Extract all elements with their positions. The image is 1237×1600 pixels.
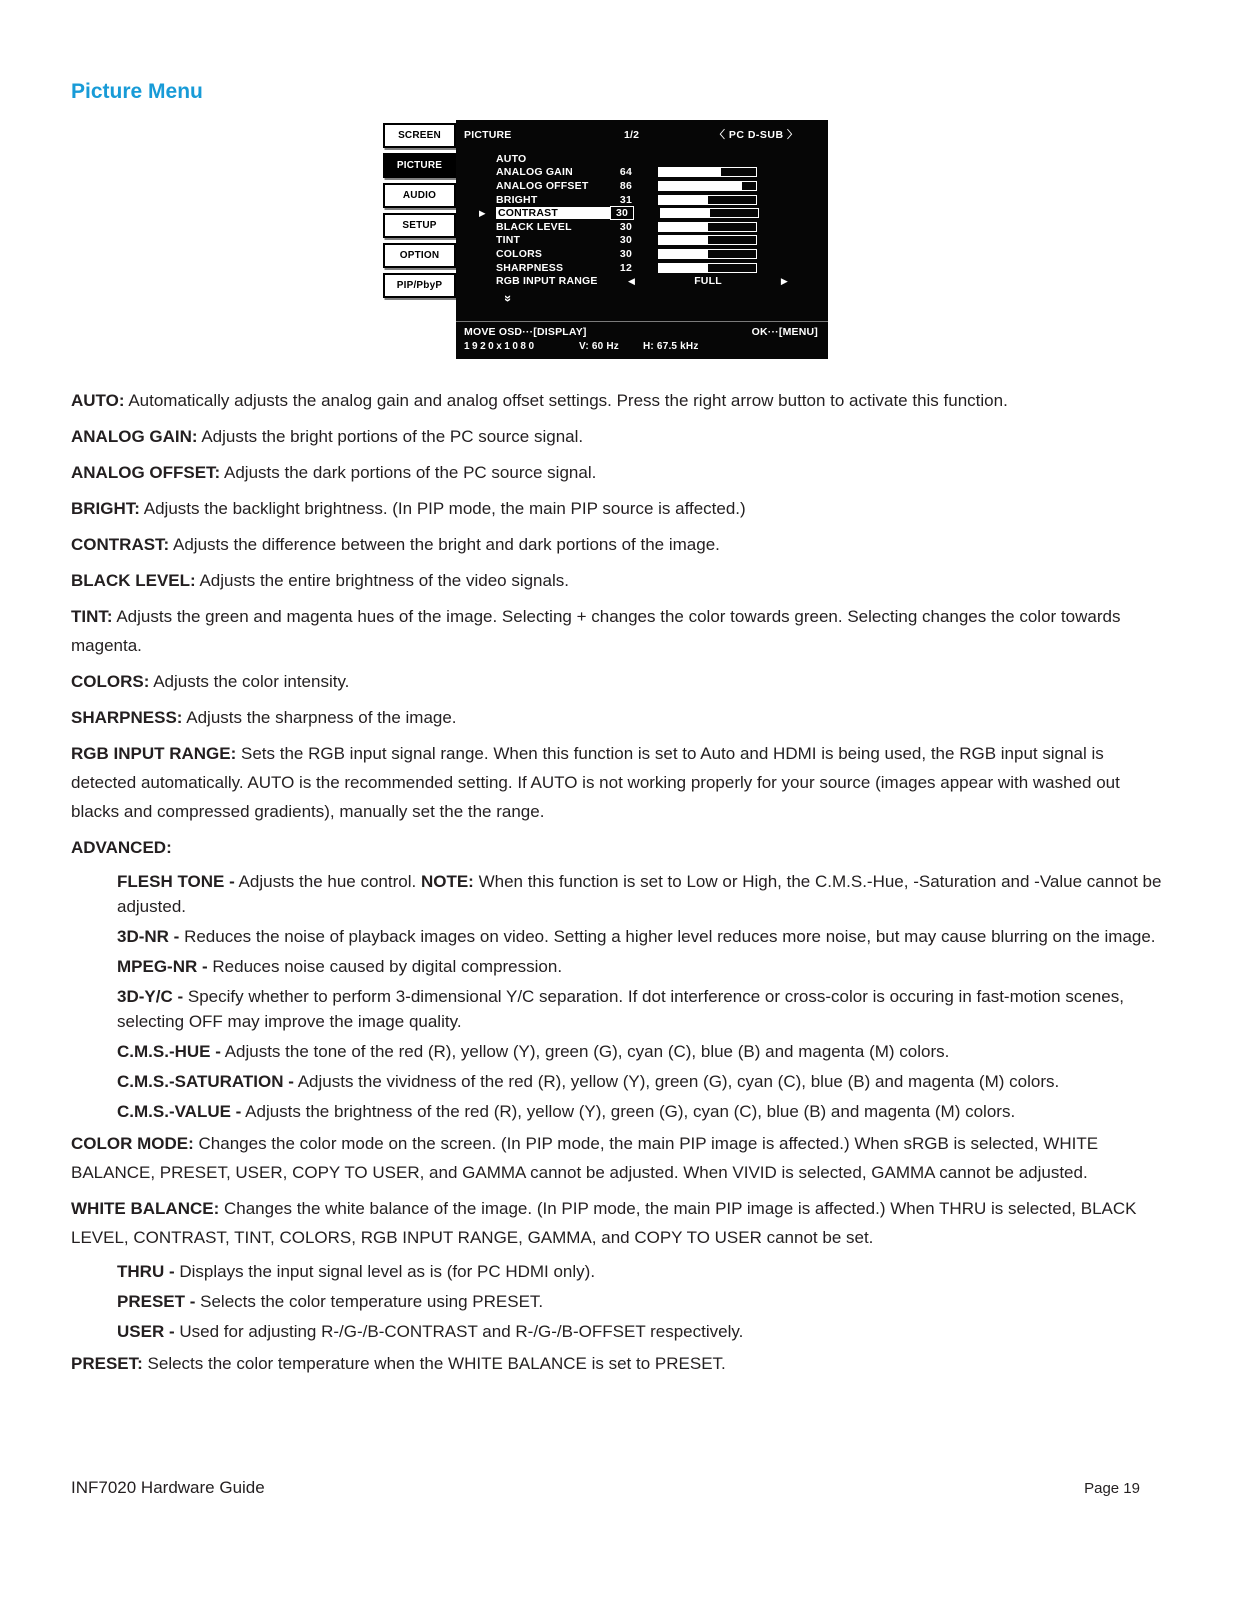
para-user [117,1319,1167,1344]
term-text: Adjusts the bright portions of the PC source signal. [201,427,584,446]
para-cms-value [117,1099,1167,1124]
slider-bar [660,208,759,218]
rgb-range-value: FULL [694,275,722,288]
arrow-left-icon: ◀ [628,275,636,286]
para-3d-nr [117,924,1167,949]
arrow-right-icon: ▶ [780,275,788,286]
term-text: Adjusts the green and magenta hues of the image. Selecting + changes the color towards green. Selecting changes the color towards magenta. [71,607,1121,655]
term-text: Selects the color temperature using PRESET. [200,1292,544,1311]
body-content [71,386,1167,1385]
osd-tab-option[interactable]: OPTION [383,243,456,268]
slider-bar [658,167,757,177]
osd-tab-setup[interactable]: SETUP [383,213,456,238]
slider-bar [658,181,757,191]
osd-item-value: 31 [619,193,632,206]
document-footer [71,1478,1140,1498]
term-label: ADVANCED: [71,838,172,857]
osd-page-indicator: 1/2 [624,128,640,141]
slider-fill [659,168,721,176]
slider-bar [658,235,757,245]
para-rgb-input-range [71,739,1167,826]
para-black-level [71,566,1167,595]
osd-item-auto[interactable] [456,152,828,166]
osd-item-value: 30 [619,234,632,247]
osd-item-black-level[interactable] [456,220,828,234]
para-3d-yc [117,984,1167,1034]
para-contrast [71,530,1167,559]
osd-item-colors[interactable] [456,247,828,261]
para-advanced [71,833,1167,862]
term-label: PRESET: [71,1354,143,1373]
osd-item-label: SHARPNESS [496,261,564,274]
slider-fill [659,250,708,258]
slider-fill [659,264,708,272]
page-title: Picture Menu [71,80,203,104]
para-sharpness [71,703,1167,732]
osd-item-value: 30 [619,220,632,233]
osd-item-label: CONTRAST [496,207,610,219]
osd-item-label: BRIGHT [496,193,538,206]
term-text: Sets the RGB input signal range. When this function is set to Auto and HDMI is being used, the RGB input signal is detected automatically. AUTO is the recommended setting. If AUTO is not working properly for your source (images appear with washed out blacks and compressed gradients), manually set the the range. [71,744,1120,821]
para-thru [117,1259,1167,1284]
term-label: USER - [117,1322,175,1341]
term-label: COLORS: [71,672,150,691]
slider-fill [659,182,742,190]
term-text: Automatically adjusts the analog gain and analog offset settings. Press the right arrow button to activate this function. [128,391,1008,410]
para-analog-offset [71,458,1167,487]
slider-fill [659,236,708,244]
osd-tab-column [383,120,456,298]
para-cms-saturation [117,1069,1167,1094]
para-auto [71,386,1167,415]
osd-item-rgb-input-range[interactable] [456,274,828,288]
osd-item-value: 12 [619,261,632,274]
osd-item-label: ANALOG OFFSET [496,179,589,192]
osd-item-label: ANALOG GAIN [496,166,573,179]
osd-item-tint[interactable] [456,234,828,248]
slider-bar [658,195,757,205]
term-label: FLESH TONE - [117,872,235,891]
term-label: MPEG-NR - [117,957,208,976]
slider-fill [659,196,708,204]
para-mpeg-nr [117,954,1167,979]
term-label: ANALOG GAIN: [71,427,198,446]
term-text: Changes the white balance of the image. (In PIP mode, the main PIP image is affected.) When THRU is selected, BLACK LEVEL, CONTRAST, TINT, COLORS, RGB INPUT RANGE, GAMMA, and COPY TO USER cannot be set. [71,1199,1137,1247]
term-text: Used for adjusting R-/G-/B-CONTRAST and R-/G-/B-OFFSET respectively. [179,1322,744,1341]
term-text: When this function is set to Low or High, the C.M.S.-Hue, -Saturation and -Value cannot be adjusted. [117,872,1162,916]
footer-page-number: Page 19 [1084,1480,1140,1497]
term-text: Adjusts the dark portions of the PC source signal. [224,463,597,482]
osd-item-label: TINT [496,234,521,247]
term-label: TINT: [71,607,113,626]
term-label: AUTO: [71,391,125,410]
para-cms-hue [117,1039,1167,1064]
term-text: Adjusts the hue control. [238,872,417,891]
term-text: Adjusts the entire brightness of the video signals. [199,571,569,590]
term-text: Adjusts the vividness of the red (R), yellow (Y), green (G), cyan (C), blue (B) and magenta (M) colors. [297,1072,1060,1091]
para-wb-preset [117,1289,1167,1314]
osd-tab-picture[interactable]: PICTURE [383,153,456,178]
term-label: 3D-Y/C - [117,987,184,1006]
para-colors [71,667,1167,696]
osd-tab-audio[interactable]: AUDIO [383,183,456,208]
term-label: ANALOG OFFSET: [71,463,221,482]
slider-fill [661,209,710,217]
para-analog-gain [71,422,1167,451]
osd-item-value: 30 [610,206,634,220]
osd-item-analog-offset[interactable] [456,179,828,193]
term-label: BRIGHT: [71,499,140,518]
osd-item-label: RGB INPUT RANGE [496,275,598,288]
term-text: Adjusts the difference between the bright and dark portions of the image. [173,535,720,554]
osd-item-label: COLORS [496,247,543,260]
term-label: SHARPNESS: [71,708,183,727]
osd-item-value: 30 [619,247,632,260]
term-text: Adjusts the sharpness of the image. [186,708,457,727]
slider-bar [658,222,757,232]
para-bright [71,494,1167,523]
term-label: PRESET - [117,1292,196,1311]
term-label: 3D-NR - [117,927,180,946]
term-label: BLACK LEVEL: [71,571,196,590]
osd-item-value: 86 [619,179,632,192]
term-label: COLOR MODE: [71,1134,194,1153]
osd-hint-ok: OK···[MENU] [751,326,818,338]
osd-menu-screenshot [383,120,828,359]
term-text: Changes the color mode on the screen. (In PIP mode, the main PIP image is affected.) When sRGB is selected, WHITE BALANCE, PRESET, USER, COPY TO USER, and GAMMA cannot be adjusted. When VIVID is selected, GAMMA cannot be adjusted. [71,1134,1099,1182]
osd-hint-move: MOVE OSD···[DISPLAY] [464,326,587,338]
osd-item-label: AUTO [496,152,527,165]
osd-h-frequency: H: 67.5 kHz [643,341,699,352]
cursor-icon: ▶ [479,207,486,218]
scroll-more-indicator[interactable] [456,290,828,306]
osd-item-contrast-selected[interactable] [456,206,828,220]
rgb-range-control [628,275,788,287]
chevron-double-down-icon: » [501,294,517,301]
term-label: C.M.S.-VALUE - [117,1102,242,1121]
osd-item-label: BLACK LEVEL [496,220,572,233]
term-label: C.M.S.-HUE - [117,1042,221,1061]
osd-menu-list [456,147,828,306]
osd-signal-info [456,341,828,359]
para-color-mode [71,1129,1167,1187]
term-text: Reduces noise caused by digital compression. [212,957,563,976]
slider-bar [658,249,757,259]
term-text: Adjusts the color intensity. [153,672,350,691]
para-white-balance [71,1194,1167,1252]
para-preset [71,1349,1167,1378]
term-label: C.M.S.-SATURATION - [117,1072,294,1091]
note-label: NOTE: [420,872,474,891]
osd-item-analog-gain[interactable] [456,166,828,180]
osd-tab-screen[interactable]: SCREEN [383,123,456,148]
para-flesh-tone [117,869,1167,919]
osd-tab-pip-pbyp[interactable]: PIP/PbyP [383,273,456,298]
osd-item-bright[interactable] [456,193,828,207]
osd-resolution: 1920x1080 [464,341,537,352]
term-label: WHITE BALANCE: [71,1199,220,1218]
term-label: THRU - [117,1262,175,1281]
slider-bar [658,263,757,273]
term-text: Displays the input signal level as is (for PC HDMI only). [179,1262,596,1281]
para-tint [71,602,1167,660]
term-label: CONTRAST: [71,535,170,554]
osd-panel [456,120,828,359]
term-text: Adjusts the backlight brightness. (In PIP mode, the main PIP source is affected.) [143,499,746,518]
term-label: RGB INPUT RANGE: [71,744,237,763]
footer-guide-title: INF7020 Hardware Guide [71,1478,265,1497]
osd-v-frequency: V: 60 Hz [579,341,619,352]
term-text: Specify whether to perform 3-dimensional Y/C separation. If dot interference or cross-color is occuring in fast-motion scenes, selecting OFF may improve the image quality. [117,987,1124,1031]
term-text: Selects the color temperature when the WHITE BALANCE is set to PRESET. [147,1354,726,1373]
slider-fill [659,223,708,231]
osd-input-source: 〈 PC D-SUB 〉 [714,129,798,141]
term-text: Adjusts the tone of the red (R), yellow (Y), green (G), cyan (C), blue (B) and magenta (M) colors. [224,1042,950,1061]
osd-panel-header [456,120,828,147]
osd-item-sharpness[interactable] [456,261,828,275]
osd-footer-hints [456,321,828,341]
term-text: Adjusts the brightness of the red (R), yellow (Y), green (G), cyan (C), blue (B) and magenta (M) colors. [245,1102,1016,1121]
term-text: Reduces the noise of playback images on video. Setting a higher level reduces more noise, but may cause blurring on the image. [184,927,1156,946]
osd-panel-title: PICTURE [464,128,512,141]
osd-item-value: 64 [619,166,632,179]
